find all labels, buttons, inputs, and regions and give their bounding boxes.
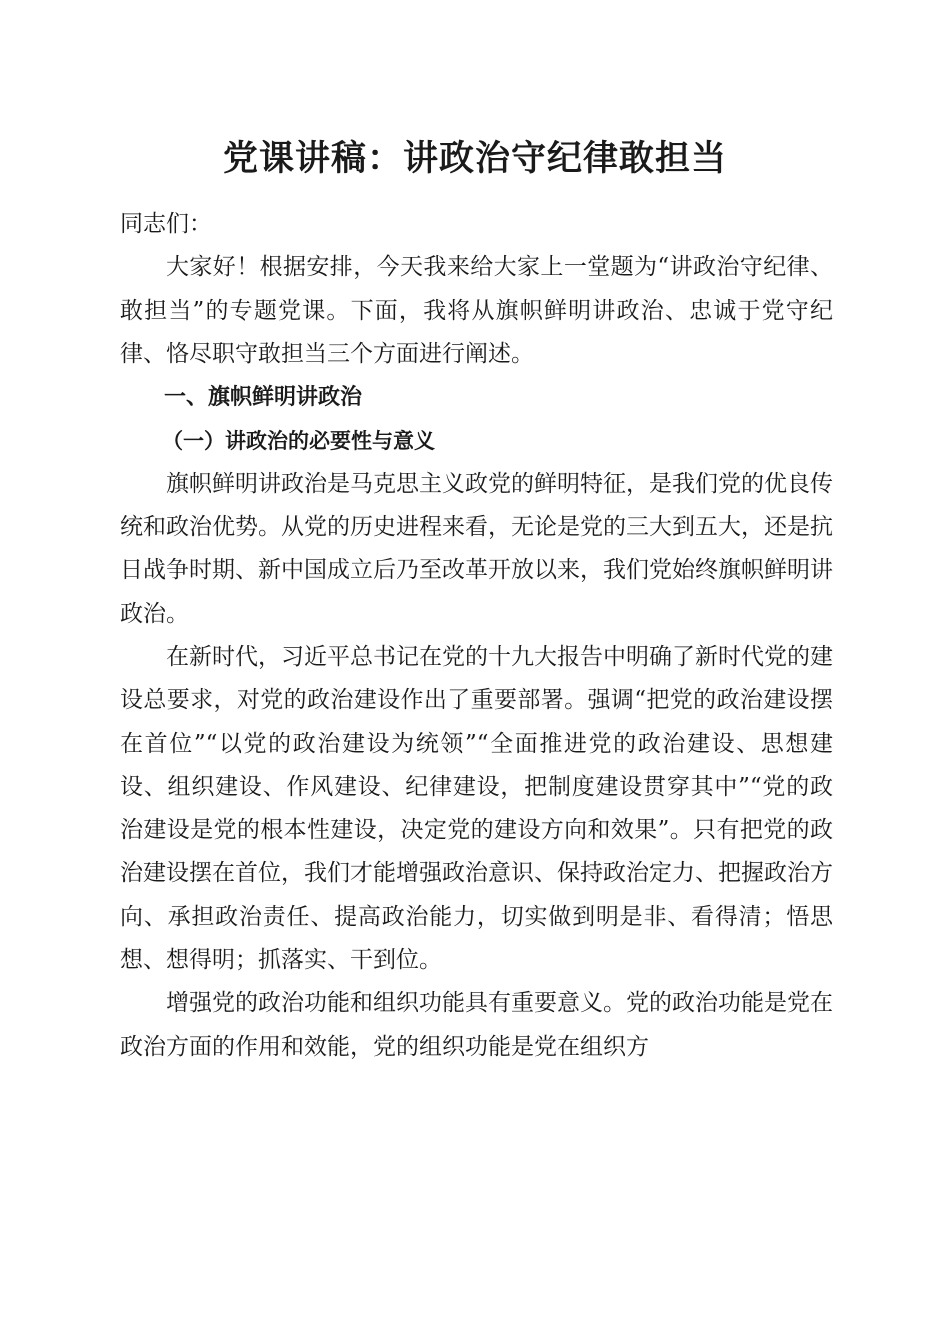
document-body: [120, 203, 833, 1069]
body-paragraph-3: 增强党的政治功能和组织功能具有重要意义。党的政治功能是党在政治方面的作用和效能，党的组织功能是党在组织方: [120, 990, 833, 1060]
body-paragraph-1: 旗帜鲜明讲政治是马克思主义政党的鲜明特征，是我们党的优良传统和政治优势。从党的历史进程来看，无论是党的三大到五大，还是抗日战争时期、新中国成立后乃至改革开放以来，我们党始终旗帜鲜明讲政治。: [120, 470, 833, 627]
salutation: 同志们：: [120, 211, 212, 237]
body-paragraph-2: 在新时代，习近平总书记在党的十九大报告中明确了新时代党的建设总要求，对党的政治建设作出了重要部署。强调“把党的政治建设摆在首位”“以党的政治建设为统领”“全面推进党的政治建设、思想建设、组织建设、作风建设、纪律建设，把制度建设贯穿其中”“党的政治建设是党的根本性建设，决定党的建设方向和效果”。只有把党的政治建设摆在首位，我们才能增强政治意识、保持政治定力、把握政治方向、承担政治责任、提高政治能力，切实做到明是非、看得清；悟思想、想得明；抓落实、干到位。: [120, 643, 833, 974]
section-heading: 一、旗帜鲜明讲政治: [164, 385, 363, 411]
subsection-heading: （一）讲政治的必要性与意义: [162, 428, 435, 454]
intro-paragraph: 大家好！根据安排，今天我来给大家上一堂题为“讲政治守纪律、敢担当”的专题党课。下面，我将从旗帜鲜明讲政治、忠诚于党守纪律、恪尽职守敢担当三个方面进行阐述。: [120, 254, 833, 367]
document-title: 党课讲稿：讲政治守纪律敢担当: [222, 139, 727, 179]
